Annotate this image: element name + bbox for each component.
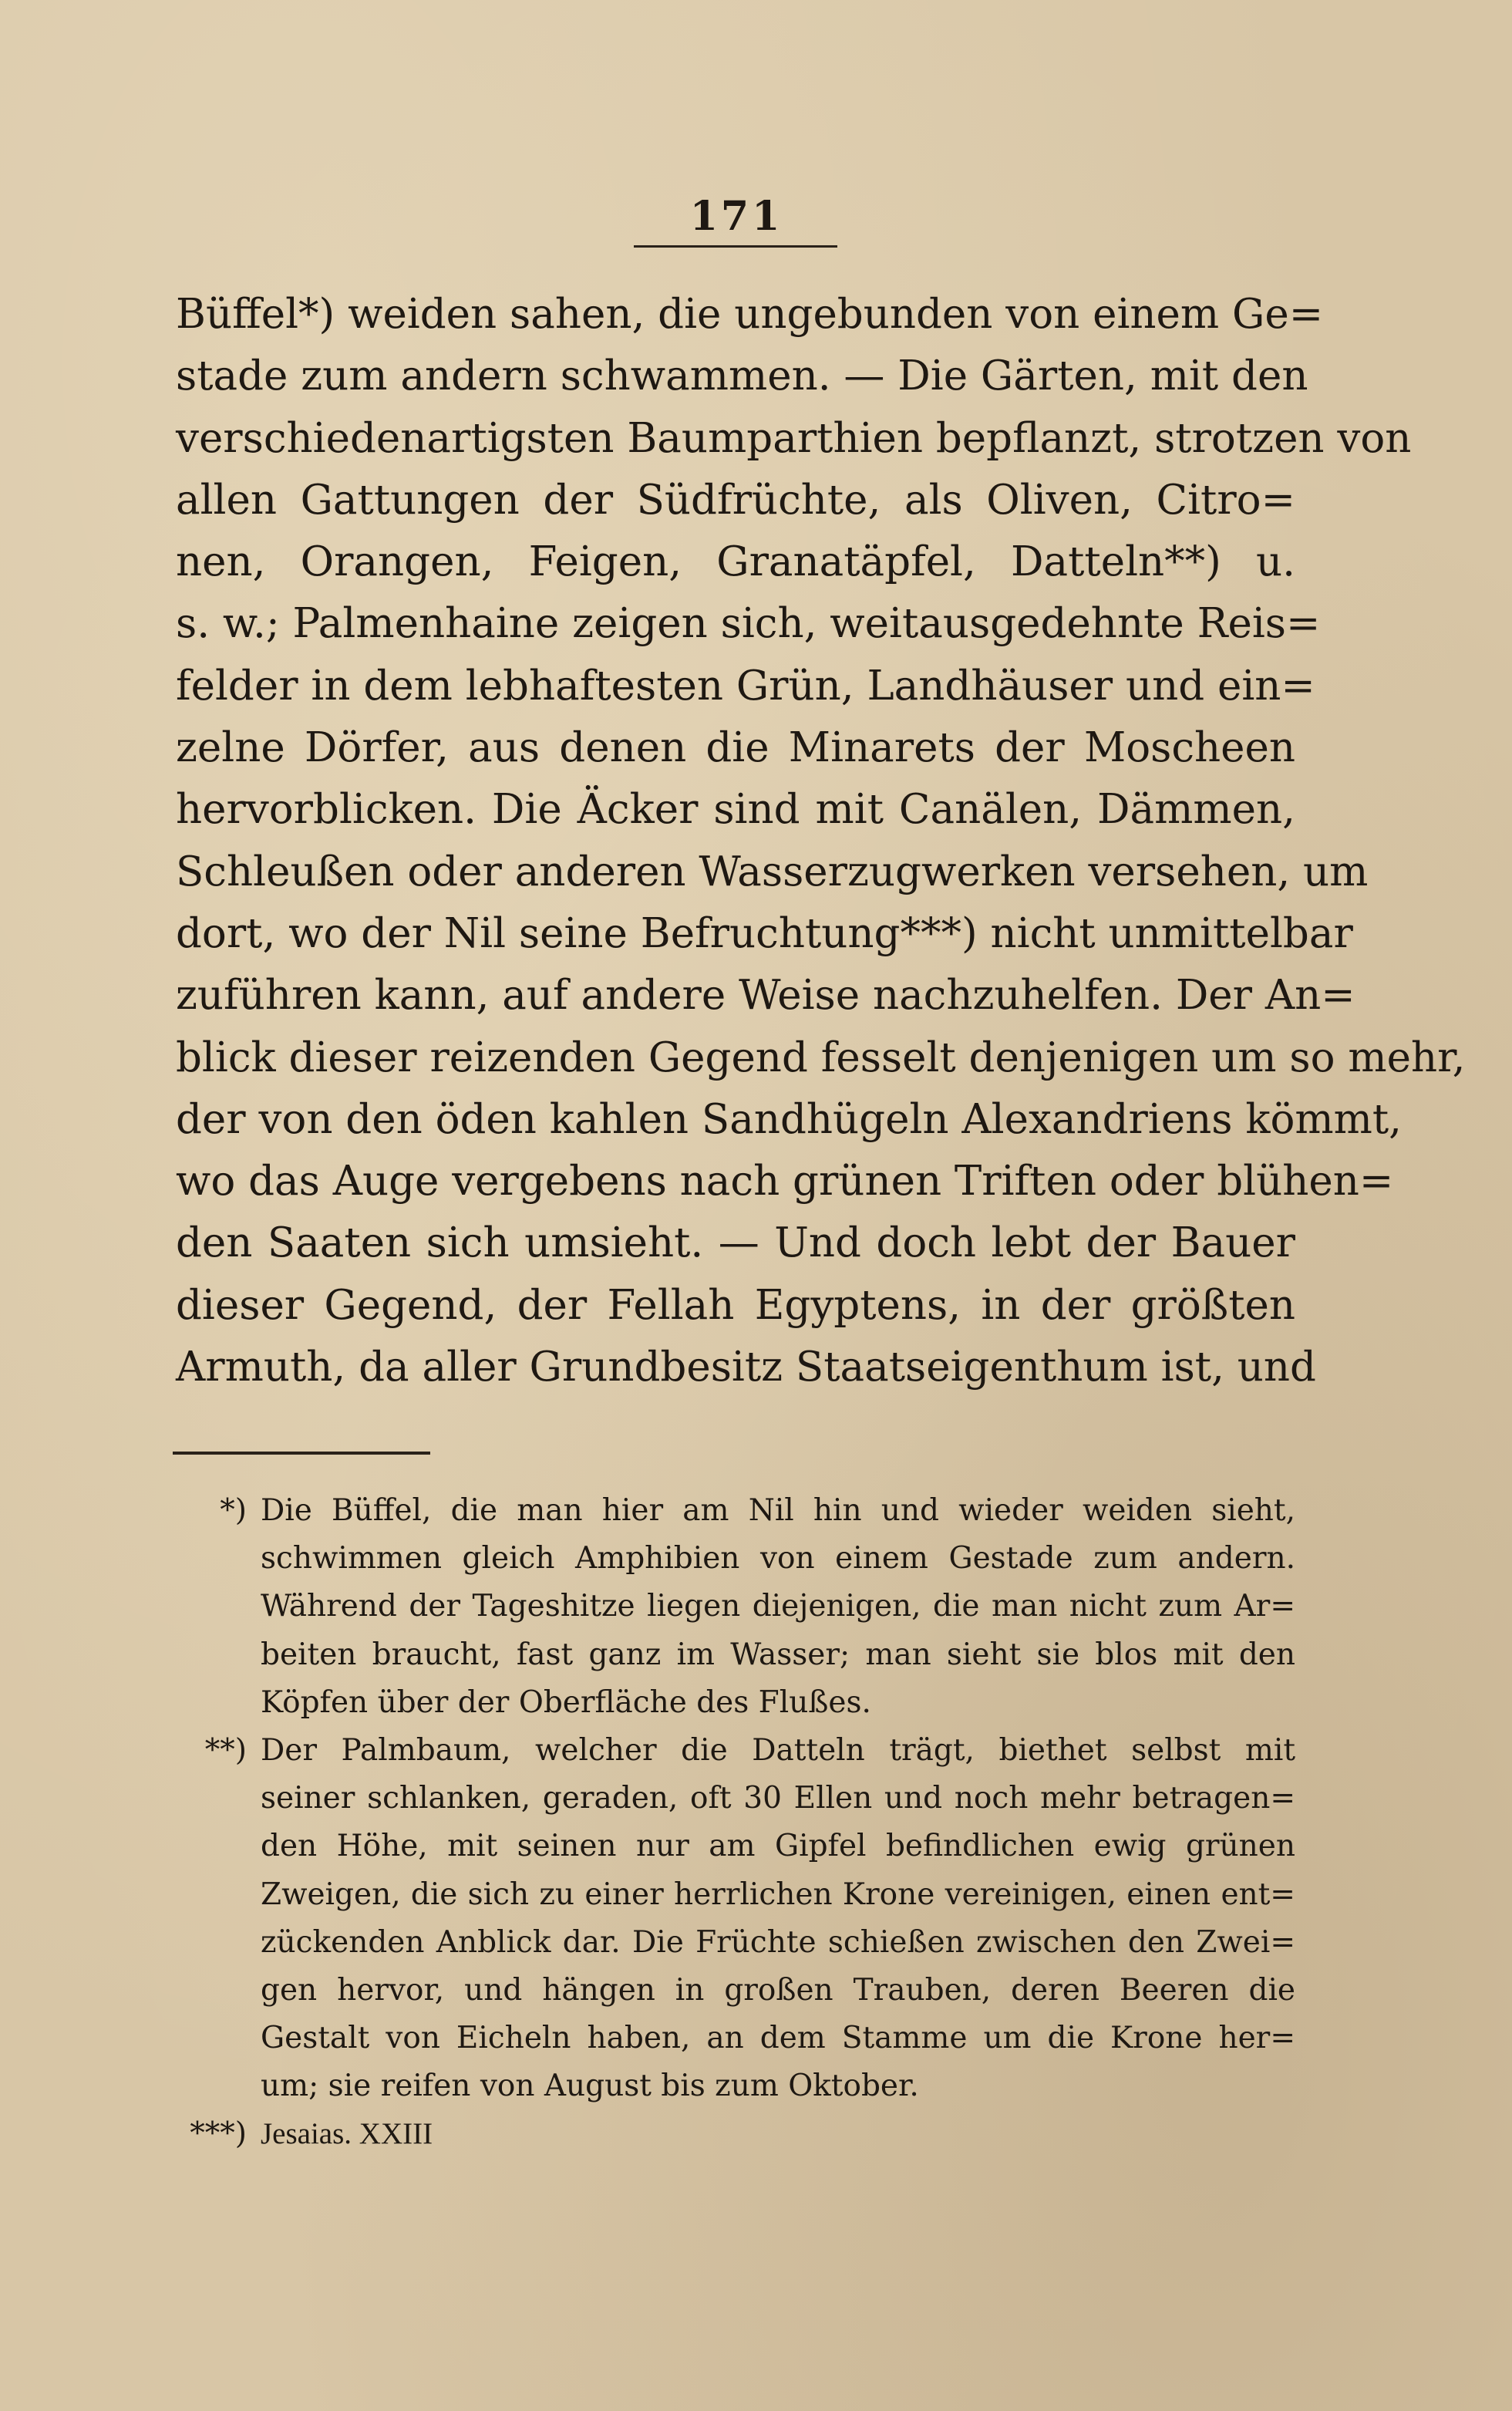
footnote-text: um; sie reifen von August bis zum Oktober. — [261, 2069, 919, 2104]
text-line: hervorblicken. Die Äcker sind mit Canälen, Dämmen, — [176, 786, 1295, 834]
footnote-text: den Höhe, mit seinen nur am Gipfel befindlichen ewig grünen — [261, 1829, 1295, 1864]
text-line: blick dieser reizenden Gegend fesselt denjenigen um so mehr, — [176, 1034, 1466, 1081]
text-line: zelne Dörfer, aus denen die Minarets der Moscheen — [176, 724, 1295, 772]
page-number: 171 — [689, 193, 783, 240]
footnote-line — [176, 1583, 1295, 1630]
footnote-line — [176, 1871, 1295, 1919]
footnote-text: Köpfen über der Oberfläche des Flußes. — [261, 1684, 871, 1720]
text-line: Büffel*) weiden sahen, die ungebunden von einem Ge= — [176, 291, 1324, 338]
header-rule — [634, 245, 837, 248]
footnote-line — [176, 1679, 1295, 1727]
text-line: nen, Orangen, Feigen, Granatäpfel, Datteln**) u. — [176, 538, 1295, 586]
footnote-line — [176, 2062, 1295, 2110]
text-line: verschiedenartigsten Baumparthien bepflanzt, strotzen von — [176, 414, 1412, 462]
text-line: den Saaten sich umsieht. — Und doch lebt der Bauer — [176, 1219, 1295, 1267]
footnote-line — [176, 1919, 1295, 1967]
footnote-rule — [173, 1452, 430, 1455]
text-line: zuführen kann, auf andere Weise nachzuhelfen. Der An= — [176, 972, 1355, 1020]
footnote-line — [176, 1631, 1295, 1679]
footnote-text: zückenden Anblick dar. Die Früchte schießen zwischen den Zwei= — [261, 1924, 1295, 1960]
footnote-line — [176, 1775, 1295, 1823]
footnote-text: Zweigen, die sich zu einer herrlichen Krone vereinigen, einen ent= — [261, 1877, 1295, 1912]
footnote-text: Während der Tageshitze liegen diejenigen, die man nicht zum Ar= — [261, 1589, 1295, 1624]
footnote-line — [176, 2015, 1295, 2062]
text-line: felder in dem lebhaftesten Grün, Landhäuser und ein= — [176, 662, 1315, 710]
footnote-line — [176, 1967, 1295, 2015]
footnote-line — [176, 2110, 1295, 2158]
main-text-block — [176, 284, 1466, 1398]
footnote-line — [176, 1727, 1295, 1775]
footnote-line — [176, 1535, 1295, 1583]
footnote-line — [176, 1823, 1295, 1870]
text-line: dieser Gegend, der Fellah Egyptens, in der größten — [176, 1281, 1295, 1329]
footnote-marker: ***) — [190, 2116, 247, 2152]
text-line: wo das Auge vergebens nach grünen Triften oder blühen= — [176, 1158, 1394, 1206]
text-line: s. w.; Palmenhaine zeigen sich, weitausgedehnte Reis= — [176, 600, 1321, 648]
footnotes-block — [176, 1487, 1295, 2159]
footnote-text: Die Büffel, die man hier am Nil hin und wieder weiden sieht, — [261, 1493, 1295, 1528]
footnote-text: Jesaias. XXIII — [261, 2117, 433, 2151]
footnote-marker: *) — [220, 1493, 247, 1528]
text-line: Schleußen oder anderen Wasserzugwerken versehen, um — [176, 848, 1369, 895]
footnote-line — [176, 1487, 1295, 1535]
footnote-text: Gestalt von Eicheln haben, an dem Stamme um die Krone her= — [261, 2021, 1295, 2056]
text-line: der von den öden kahlen Sandhügeln Alexandriens kömmt, — [176, 1095, 1403, 1143]
footnote-text: seiner schlanken, geraden, oft 30 Ellen und noch mehr betragen= — [261, 1781, 1295, 1816]
footnote-text: gen hervor, und hängen in großen Trauben, deren Beeren die — [261, 1972, 1295, 2008]
text-line: allen Gattungen der Südfrüchte, als Oliven, Citro= — [176, 476, 1295, 524]
text-line: dort, wo der Nil seine Befruchtung***) nicht unmittelbar — [176, 909, 1353, 957]
footnote-marker: **) — [204, 1732, 247, 1768]
footnote-text: beiten braucht, fast ganz im Wasser; man sieht sie blos mit den — [261, 1637, 1295, 1672]
footnote-text: schwimmen gleich Amphibien von einem Gestade zum andern. — [261, 1541, 1295, 1576]
footnote-text: Der Palmbaum, welcher die Datteln trägt, biethet selbst mit — [261, 1732, 1295, 1768]
text-line: stade zum andern schwammen. — Die Gärten, mit den — [176, 352, 1308, 400]
text-line: Armuth, da aller Grundbesitz Staatseigenthum ist, und — [176, 1344, 1316, 1391]
